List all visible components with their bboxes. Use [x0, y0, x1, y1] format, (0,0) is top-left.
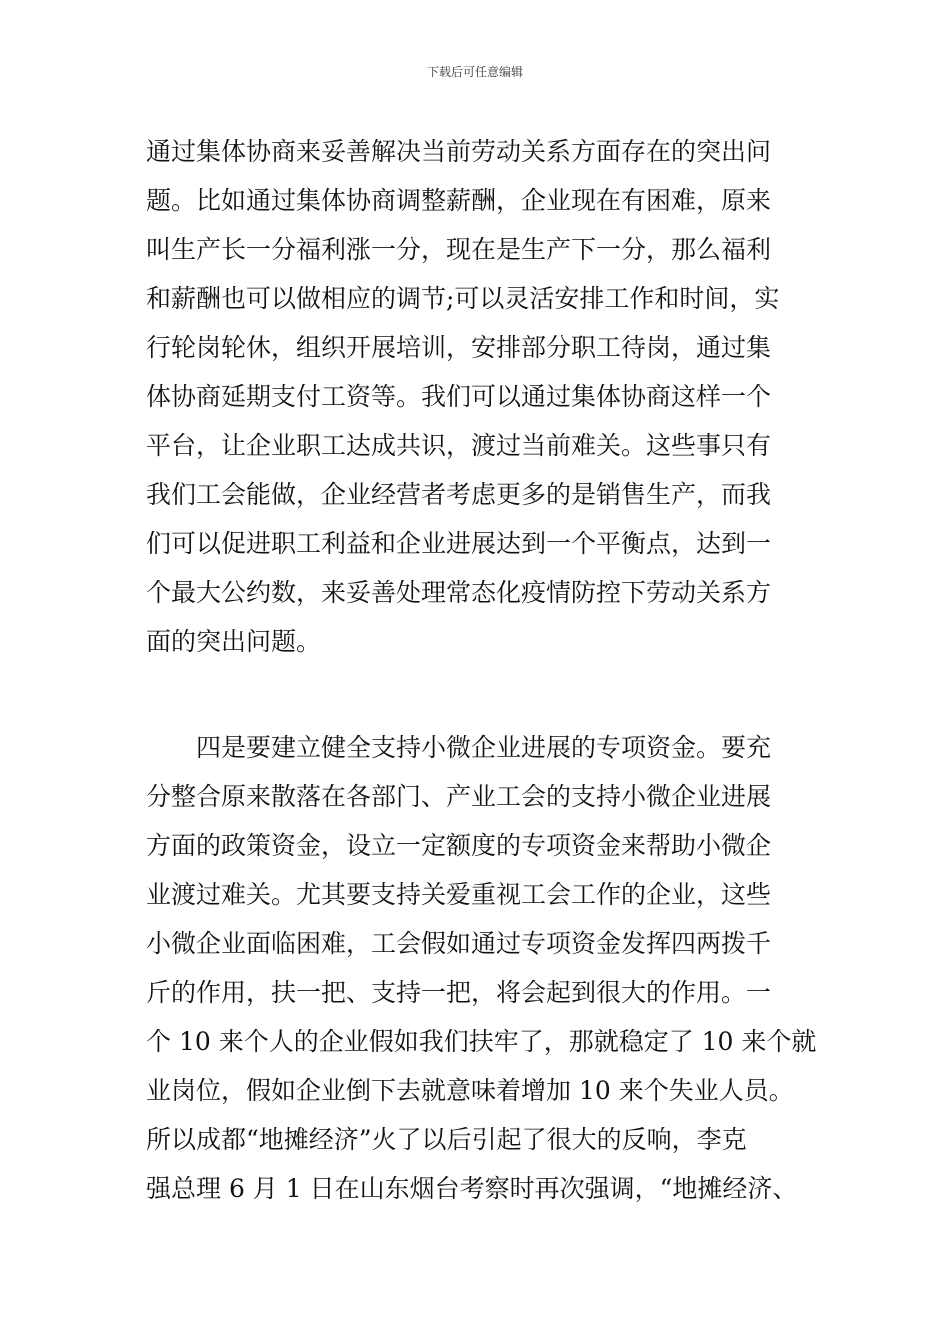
text-line: 个最大公约数，来妥善处理常态化疫情防控下劳动关系方: [146, 578, 772, 607]
text-line: 业岗位，假如企业倒下去就意味着增加 10 来个失业人员。: [146, 1076, 794, 1105]
text-line: 小微企业面临困难，工会假如通过专项资金发挥四两拨千: [146, 929, 772, 958]
text-line: 们可以促进职工利益和企业进展达到一个平衡点，达到一: [146, 529, 772, 558]
text-line: 强总理 6 月 1 日在山东烟台考察时再次强调，“地摊经济、: [146, 1174, 798, 1203]
text-line: 和薪酬也可以做相应的调节;可以灵活安排工作和时间，实: [146, 284, 780, 313]
text-line: 分整合原来散落在各部门、产业工会的支持小微企业进展: [146, 782, 772, 811]
text-line: 方面的政策资金，设立一定额度的专项资金来帮助小微企: [146, 831, 772, 860]
text-line: 斤的作用，扶一把、支持一把，将会起到很大的作用。一: [146, 978, 772, 1007]
text-line: 面的突出问题。: [146, 627, 322, 656]
page-header-note: 下载后可任意编辑: [426, 65, 523, 79]
text-line: 体协商延期支付工资等。我们可以通过集体协商这样一个: [146, 382, 772, 411]
text-line: 业渡过难关。尤其要支持关爱重视工会工作的企业，这些: [146, 880, 772, 909]
paragraph-2: [146, 723, 817, 1213]
text-line: 平台，让企业职工达成共识，渡过当前难关。这些事只有: [146, 431, 772, 460]
text-line: 四是要建立健全支持小微企业进展的专项资金。要充: [146, 733, 772, 762]
text-line: 行轮岗轮休，组织开展培训，安排部分职工待岗，通过集: [146, 333, 772, 362]
text-line: 所以成都“地摊经济”火了以后引起了很大的反响，李克: [146, 1125, 747, 1154]
paragraph-1: [146, 127, 806, 666]
text-line: 叫生产长一分福利涨一分，现在是生产下一分，那么福利: [146, 235, 772, 264]
text-line: 我们工会能做，企业经营者考虑更多的是销售生产，而我: [146, 480, 772, 509]
text-line: 通过集体协商来妥善解决当前劳动关系方面存在的突出问: [146, 137, 772, 166]
text-line: 题。比如通过集体协商调整薪酬，企业现在有困难，原来: [146, 186, 772, 215]
text-line: 个 10 来个人的企业假如我们扶牢了，那就稳定了 10 来个就: [146, 1027, 817, 1056]
